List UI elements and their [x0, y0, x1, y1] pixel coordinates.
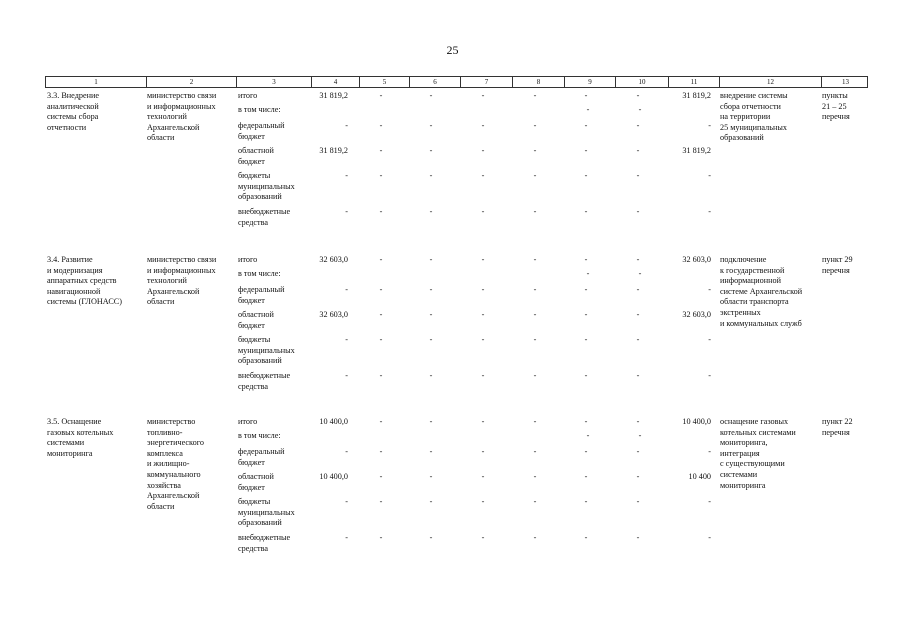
- value-dash: -: [429, 335, 433, 344]
- value-col11: -: [708, 447, 711, 456]
- row-label-extrabudget: средства: [238, 381, 269, 391]
- value-dash: -: [429, 207, 433, 216]
- value-dash: -: [636, 497, 640, 506]
- executor: и жилищно-: [147, 459, 190, 469]
- row-label-regional: бюджет: [238, 320, 265, 330]
- column-header-1: 1: [94, 78, 98, 86]
- value-dash: -: [584, 335, 588, 344]
- value-dash: -: [481, 497, 485, 506]
- measure-name: 3.3. Внедрение: [47, 91, 99, 100]
- value-dash: -: [584, 472, 588, 481]
- value-dash: -: [636, 121, 640, 130]
- expected-result: с существующими: [720, 459, 785, 469]
- value-dash: -: [481, 285, 485, 294]
- expected-result: на территории: [720, 112, 771, 122]
- value-dash: -: [586, 269, 590, 278]
- value-col4: -: [345, 497, 348, 506]
- row-label-including: в том числе:: [238, 269, 281, 278]
- value-dash: -: [584, 310, 588, 319]
- value-col11: 32 603,0: [682, 310, 711, 319]
- executor: министерство связи: [147, 255, 217, 264]
- executor: и информационных: [147, 101, 216, 111]
- value-dash: -: [429, 91, 433, 100]
- value-col11: -: [708, 497, 711, 506]
- value-col4: -: [345, 207, 348, 216]
- row-label-extrabudget: внебюджетные: [238, 207, 291, 216]
- value-dash: -: [584, 417, 588, 426]
- value-col4: -: [345, 121, 348, 130]
- value-dash: -: [379, 371, 383, 380]
- row-label-municipal: муниципальных: [238, 345, 295, 355]
- expected-result: и коммунальных служб: [720, 318, 802, 328]
- value-col4: -: [345, 533, 348, 542]
- table-header-row: [45, 76, 868, 88]
- value-dash: -: [533, 171, 537, 180]
- value-dash: -: [636, 335, 640, 344]
- value-dash: -: [533, 91, 537, 100]
- value-dash: -: [429, 146, 433, 155]
- value-dash: -: [586, 431, 590, 440]
- value-col4: -: [345, 285, 348, 294]
- value-dash: -: [379, 207, 383, 216]
- value-col4: -: [345, 371, 348, 380]
- value-dash: -: [429, 310, 433, 319]
- value-col11: 10 400,0: [682, 417, 711, 426]
- value-col4: 32 603,0: [319, 255, 348, 264]
- value-dash: -: [481, 91, 485, 100]
- value-dash: -: [636, 310, 640, 319]
- row-label-municipal: бюджеты: [238, 171, 271, 180]
- value-dash: -: [533, 310, 537, 319]
- value-dash: -: [379, 91, 383, 100]
- expected-result: образований: [720, 133, 764, 143]
- value-dash: -: [481, 335, 485, 344]
- measure-name: аналитической: [47, 101, 99, 111]
- value-dash: -: [429, 472, 433, 481]
- value-dash: -: [636, 533, 640, 542]
- value-dash: -: [379, 285, 383, 294]
- row-label-regional: областной: [238, 472, 274, 481]
- row-label-extrabudget: средства: [238, 217, 269, 227]
- row-label-federal: федеральный: [238, 285, 285, 294]
- value-col11: -: [708, 171, 711, 180]
- value-dash: -: [533, 146, 537, 155]
- value-dash: -: [636, 146, 640, 155]
- value-dash: -: [584, 171, 588, 180]
- value-dash: -: [533, 255, 537, 264]
- value-dash: -: [638, 269, 642, 278]
- row-label-municipal: муниципальных: [238, 507, 295, 517]
- value-col4: -: [345, 171, 348, 180]
- measure-name: системы сбора: [47, 112, 99, 122]
- expected-result: внедрение системы: [720, 91, 788, 100]
- executor: комплекса: [147, 448, 183, 458]
- value-dash: -: [584, 207, 588, 216]
- expected-result: области транспорта: [720, 297, 789, 307]
- value-dash: -: [379, 533, 383, 542]
- value-col11: -: [708, 121, 711, 130]
- measure-name: системы (ГЛОНАСС): [47, 297, 122, 307]
- executor: топливно-: [147, 427, 183, 437]
- column-header-6: 6: [409, 77, 460, 87]
- page-number: 25: [446, 43, 459, 57]
- row-label-regional: бюджет: [238, 482, 265, 492]
- value-dash: -: [584, 533, 588, 542]
- value-dash: -: [584, 497, 588, 506]
- value-dash: -: [379, 472, 383, 481]
- column-header-4: 4: [311, 77, 359, 87]
- list-reference: перечня: [822, 112, 850, 122]
- value-dash: -: [584, 146, 588, 155]
- column-header-10: 10: [615, 77, 668, 87]
- expected-result: к государственной: [720, 265, 785, 275]
- measure-name: отчетности: [47, 122, 87, 132]
- value-dash: -: [481, 207, 485, 216]
- row-label-extrabudget: средства: [238, 543, 269, 553]
- value-col4: 31 819,2: [319, 91, 348, 100]
- value-dash: -: [429, 497, 433, 506]
- value-dash: -: [584, 285, 588, 294]
- row-label-including: в том числе:: [238, 105, 281, 114]
- value-dash: -: [636, 447, 640, 456]
- value-dash: -: [636, 91, 640, 100]
- row-label-total: итого: [238, 417, 258, 426]
- value-col11: -: [708, 285, 711, 294]
- value-dash: -: [429, 417, 433, 426]
- value-dash: -: [379, 310, 383, 319]
- value-dash: -: [636, 255, 640, 264]
- row-label-federal: бюджет: [238, 131, 265, 141]
- column-header-3: 3: [236, 77, 311, 87]
- row-label-regional: бюджет: [238, 156, 265, 166]
- value-dash: -: [636, 171, 640, 180]
- value-dash: -: [533, 417, 537, 426]
- value-dash: -: [638, 431, 642, 440]
- value-col11: 31 819,2: [682, 146, 711, 155]
- list-reference: 21 – 25: [822, 101, 847, 111]
- expected-result: экстренных: [720, 308, 761, 317]
- value-dash: -: [533, 472, 537, 481]
- expected-result: мониторинга,: [720, 438, 768, 448]
- row-label-regional: областной: [238, 146, 274, 155]
- column-header-7: 7: [460, 77, 512, 87]
- value-dash: -: [379, 146, 383, 155]
- measure-name: 3.4. Развитие: [47, 255, 93, 264]
- value-dash: -: [533, 533, 537, 542]
- value-dash: -: [379, 171, 383, 180]
- row-label-municipal: муниципальных: [238, 181, 295, 191]
- value-dash: -: [636, 285, 640, 294]
- value-dash: -: [429, 121, 433, 130]
- value-col11: -: [708, 207, 711, 216]
- value-dash: -: [481, 371, 485, 380]
- row-label-federal: федеральный: [238, 121, 285, 130]
- value-dash: -: [379, 255, 383, 264]
- expected-result: котельных системами: [720, 427, 796, 437]
- list-reference: пункты: [822, 91, 848, 100]
- value-dash: -: [584, 371, 588, 380]
- value-col11: 10 400: [688, 472, 711, 481]
- value-dash: -: [533, 497, 537, 506]
- row-label-federal: федеральный: [238, 447, 285, 456]
- value-dash: -: [379, 447, 383, 456]
- value-col11: 31 819,2: [682, 91, 711, 100]
- list-reference: перечня: [822, 427, 850, 437]
- column-header-13: 13: [821, 77, 869, 87]
- value-dash: -: [379, 417, 383, 426]
- value-dash: -: [481, 255, 485, 264]
- executor: министерство связи: [147, 91, 217, 100]
- executor: хозяйства: [147, 480, 181, 490]
- value-col4: 32 603,0: [319, 310, 348, 319]
- column-header-5: 5: [359, 77, 409, 87]
- row-label-total: итого: [238, 255, 258, 264]
- row-label-total: итого: [238, 91, 258, 100]
- value-dash: -: [533, 285, 537, 294]
- row-label-including: в том числе:: [238, 431, 281, 440]
- value-dash: -: [481, 417, 485, 426]
- row-label-federal: бюджет: [238, 457, 265, 467]
- expected-result: подключение: [720, 255, 767, 264]
- expected-result: оснащение газовых: [720, 417, 789, 426]
- row-label-municipal: образований: [238, 356, 282, 366]
- value-dash: -: [481, 472, 485, 481]
- value-dash: -: [636, 472, 640, 481]
- column-header-11: 11: [668, 77, 719, 87]
- value-col11: 32 603,0: [682, 255, 711, 264]
- executor: министерство: [147, 417, 196, 426]
- value-col4: 10 400,0: [319, 417, 348, 426]
- expected-result: системами: [720, 470, 758, 479]
- row-label-municipal: бюджеты: [238, 335, 271, 344]
- list-reference: перечня: [822, 265, 850, 275]
- value-dash: -: [586, 105, 590, 114]
- value-dash: -: [429, 171, 433, 180]
- value-dash: -: [533, 371, 537, 380]
- value-dash: -: [429, 255, 433, 264]
- value-dash: -: [429, 371, 433, 380]
- value-dash: -: [379, 121, 383, 130]
- expected-result: 25 муниципальных: [720, 122, 787, 132]
- value-dash: -: [584, 121, 588, 130]
- row-label-extrabudget: внебюджетные: [238, 371, 291, 380]
- row-label-municipal: образований: [238, 518, 282, 528]
- column-header-8: 8: [512, 77, 564, 87]
- list-reference: пункт 29: [822, 255, 853, 264]
- column-header-9: 9: [564, 77, 615, 87]
- executor: области: [147, 297, 175, 307]
- expected-result: сбора отчетности: [720, 101, 781, 111]
- measure-name: мониторинга: [47, 448, 93, 458]
- column-header-2: 2: [146, 77, 236, 87]
- list-reference: пункт 22: [822, 417, 853, 426]
- expected-result: информационной: [720, 276, 781, 286]
- column-header-12: 12: [719, 77, 821, 87]
- value-col4: -: [345, 447, 348, 456]
- value-dash: -: [584, 447, 588, 456]
- value-dash: -: [481, 171, 485, 180]
- measure-name: 3.5. Оснащение: [47, 417, 102, 426]
- value-dash: -: [481, 121, 485, 130]
- measure-name: газовых котельных: [47, 427, 114, 437]
- value-dash: -: [533, 121, 537, 130]
- row-label-municipal: образований: [238, 192, 282, 202]
- value-dash: -: [481, 533, 485, 542]
- value-col4: 10 400,0: [319, 472, 348, 481]
- value-dash: -: [379, 497, 383, 506]
- row-label-municipal: бюджеты: [238, 497, 271, 506]
- measure-name: навигационной: [47, 286, 101, 296]
- value-col11: -: [708, 371, 711, 380]
- executor: технологий: [147, 112, 187, 122]
- value-col4: -: [345, 335, 348, 344]
- value-dash: -: [533, 447, 537, 456]
- value-dash: -: [636, 417, 640, 426]
- measure-name: и модернизация: [47, 265, 103, 275]
- expected-result: системе Архангельской: [720, 286, 803, 296]
- measure-name: системами: [47, 438, 85, 448]
- executor: коммунального: [147, 470, 201, 479]
- value-dash: -: [429, 285, 433, 294]
- executor: и информационных: [147, 265, 216, 275]
- executor: области: [147, 501, 175, 511]
- value-dash: -: [481, 310, 485, 319]
- executor: Архангельской: [147, 122, 200, 132]
- executor: технологий: [147, 276, 187, 286]
- value-dash: -: [638, 105, 642, 114]
- executor: Архангельской: [147, 491, 200, 501]
- value-dash: -: [636, 207, 640, 216]
- measure-name: аппаратных средств: [47, 276, 117, 286]
- value-dash: -: [429, 533, 433, 542]
- executor: энергетического: [147, 438, 204, 448]
- value-dash: -: [379, 335, 383, 344]
- value-dash: -: [429, 447, 433, 456]
- value-dash: -: [533, 335, 537, 344]
- value-dash: -: [584, 255, 588, 264]
- value-col11: -: [708, 335, 711, 344]
- expected-result: интеграция: [720, 448, 760, 458]
- value-col11: -: [708, 533, 711, 542]
- value-dash: -: [636, 371, 640, 380]
- value-dash: -: [533, 207, 537, 216]
- value-dash: -: [584, 91, 588, 100]
- value-dash: -: [481, 447, 485, 456]
- executor: области: [147, 133, 175, 143]
- executor: Архангельской: [147, 286, 200, 296]
- expected-result: мониторинга: [720, 480, 766, 490]
- value-dash: -: [481, 146, 485, 155]
- row-label-extrabudget: внебюджетные: [238, 533, 291, 542]
- row-label-federal: бюджет: [238, 295, 265, 305]
- value-col4: 31 819,2: [319, 146, 348, 155]
- row-label-regional: областной: [238, 310, 274, 319]
